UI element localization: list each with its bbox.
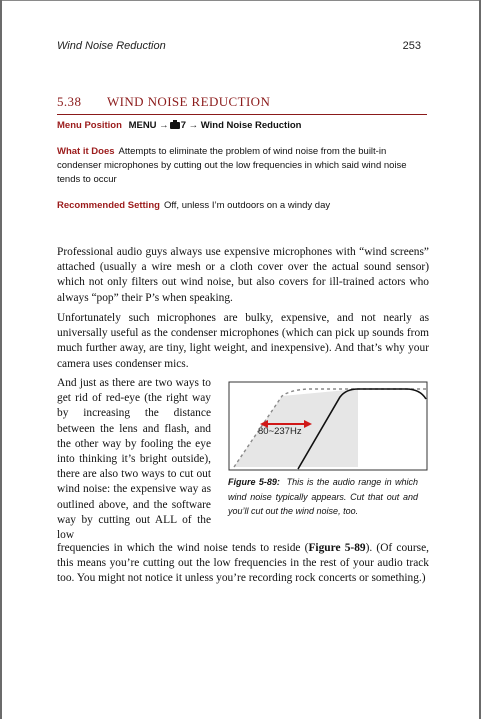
- figure-caption-id: Figure 5-89:: [228, 477, 280, 487]
- camera-icon: [170, 122, 180, 129]
- section-number: 5.38: [57, 94, 82, 109]
- frequency-range-label: 80~237Hz: [258, 426, 302, 437]
- running-title: Wind Noise Reduction: [57, 40, 166, 52]
- recommended-row: [57, 199, 427, 213]
- paragraph-3-tail: [57, 541, 429, 587]
- p3-tail-before: frequencies in which the wind noise tends to reside (: [57, 542, 309, 554]
- figure-caption-text: This is the audio range in which wind noise typically appears. Cut that out and you’ll cut out the wind noise, too.: [228, 477, 418, 516]
- what-it-does-label: What it Does: [57, 146, 115, 157]
- paragraph-2: Unfortunately such microphones are bulky, expensive, and not nearly as universally useful as the condenser microphones (which can pick up sounds from much further away, are tiny, light weight, and inexpensive). And that’s why your camera uses condenser mics.: [57, 312, 429, 370]
- what-it-does-row: [57, 145, 427, 187]
- section-rule: [57, 114, 427, 115]
- figure-reference: Figure 5-89: [308, 542, 366, 554]
- page-top-border: [0, 0, 481, 1]
- page-left-border: [0, 0, 2, 719]
- figure-caption: [228, 475, 418, 519]
- menu-path-prefix: MENU →: [128, 120, 169, 131]
- p3-tail-after: ). (Of course, this means you’re cutting out the low frequencies in the rest of your audio track too. You might not notice it unless you’re recording rock concerts or something.): [57, 542, 429, 585]
- section-title: [57, 94, 427, 110]
- paragraph-3-column: And just as there are two ways to get rid of red-eye (the right way by increasing the distance between the lens and flash, and the other way by fooling the eye into thinking it’s bright outside), there are also two ways to cut out wind noise: the expensive way as outlined above, and the software way by cutting out ALL of the low: [57, 377, 211, 542]
- what-it-does-text: Attempts to eliminate the problem of wind noise from the built-in condenser microphones by cutting out the low frequencies in which said wind noise tends to occur: [57, 146, 407, 185]
- menu-path-suffix: 7 → Wind Noise Reduction: [180, 120, 302, 131]
- recommended-label: Recommended Setting: [57, 200, 160, 211]
- section-heading: WIND NOISE REDUCTION: [107, 94, 271, 109]
- recommended-text: Off, unless I’m outdoors on a windy day: [163, 200, 331, 211]
- paragraph-1: Professional audio guys always use expensive microphones with “wind screens” attached (usually a wire mesh or a cloth cover over the actual sound sensor) which not only filters out wind noise, but also covers for ill-trained actors who always “pop” their P’s when speaking.: [57, 246, 429, 304]
- menu-position-label: Menu Position: [57, 120, 122, 131]
- menu-position-row: [57, 119, 427, 133]
- page-number: 253: [402, 40, 421, 52]
- running-header: [57, 40, 421, 52]
